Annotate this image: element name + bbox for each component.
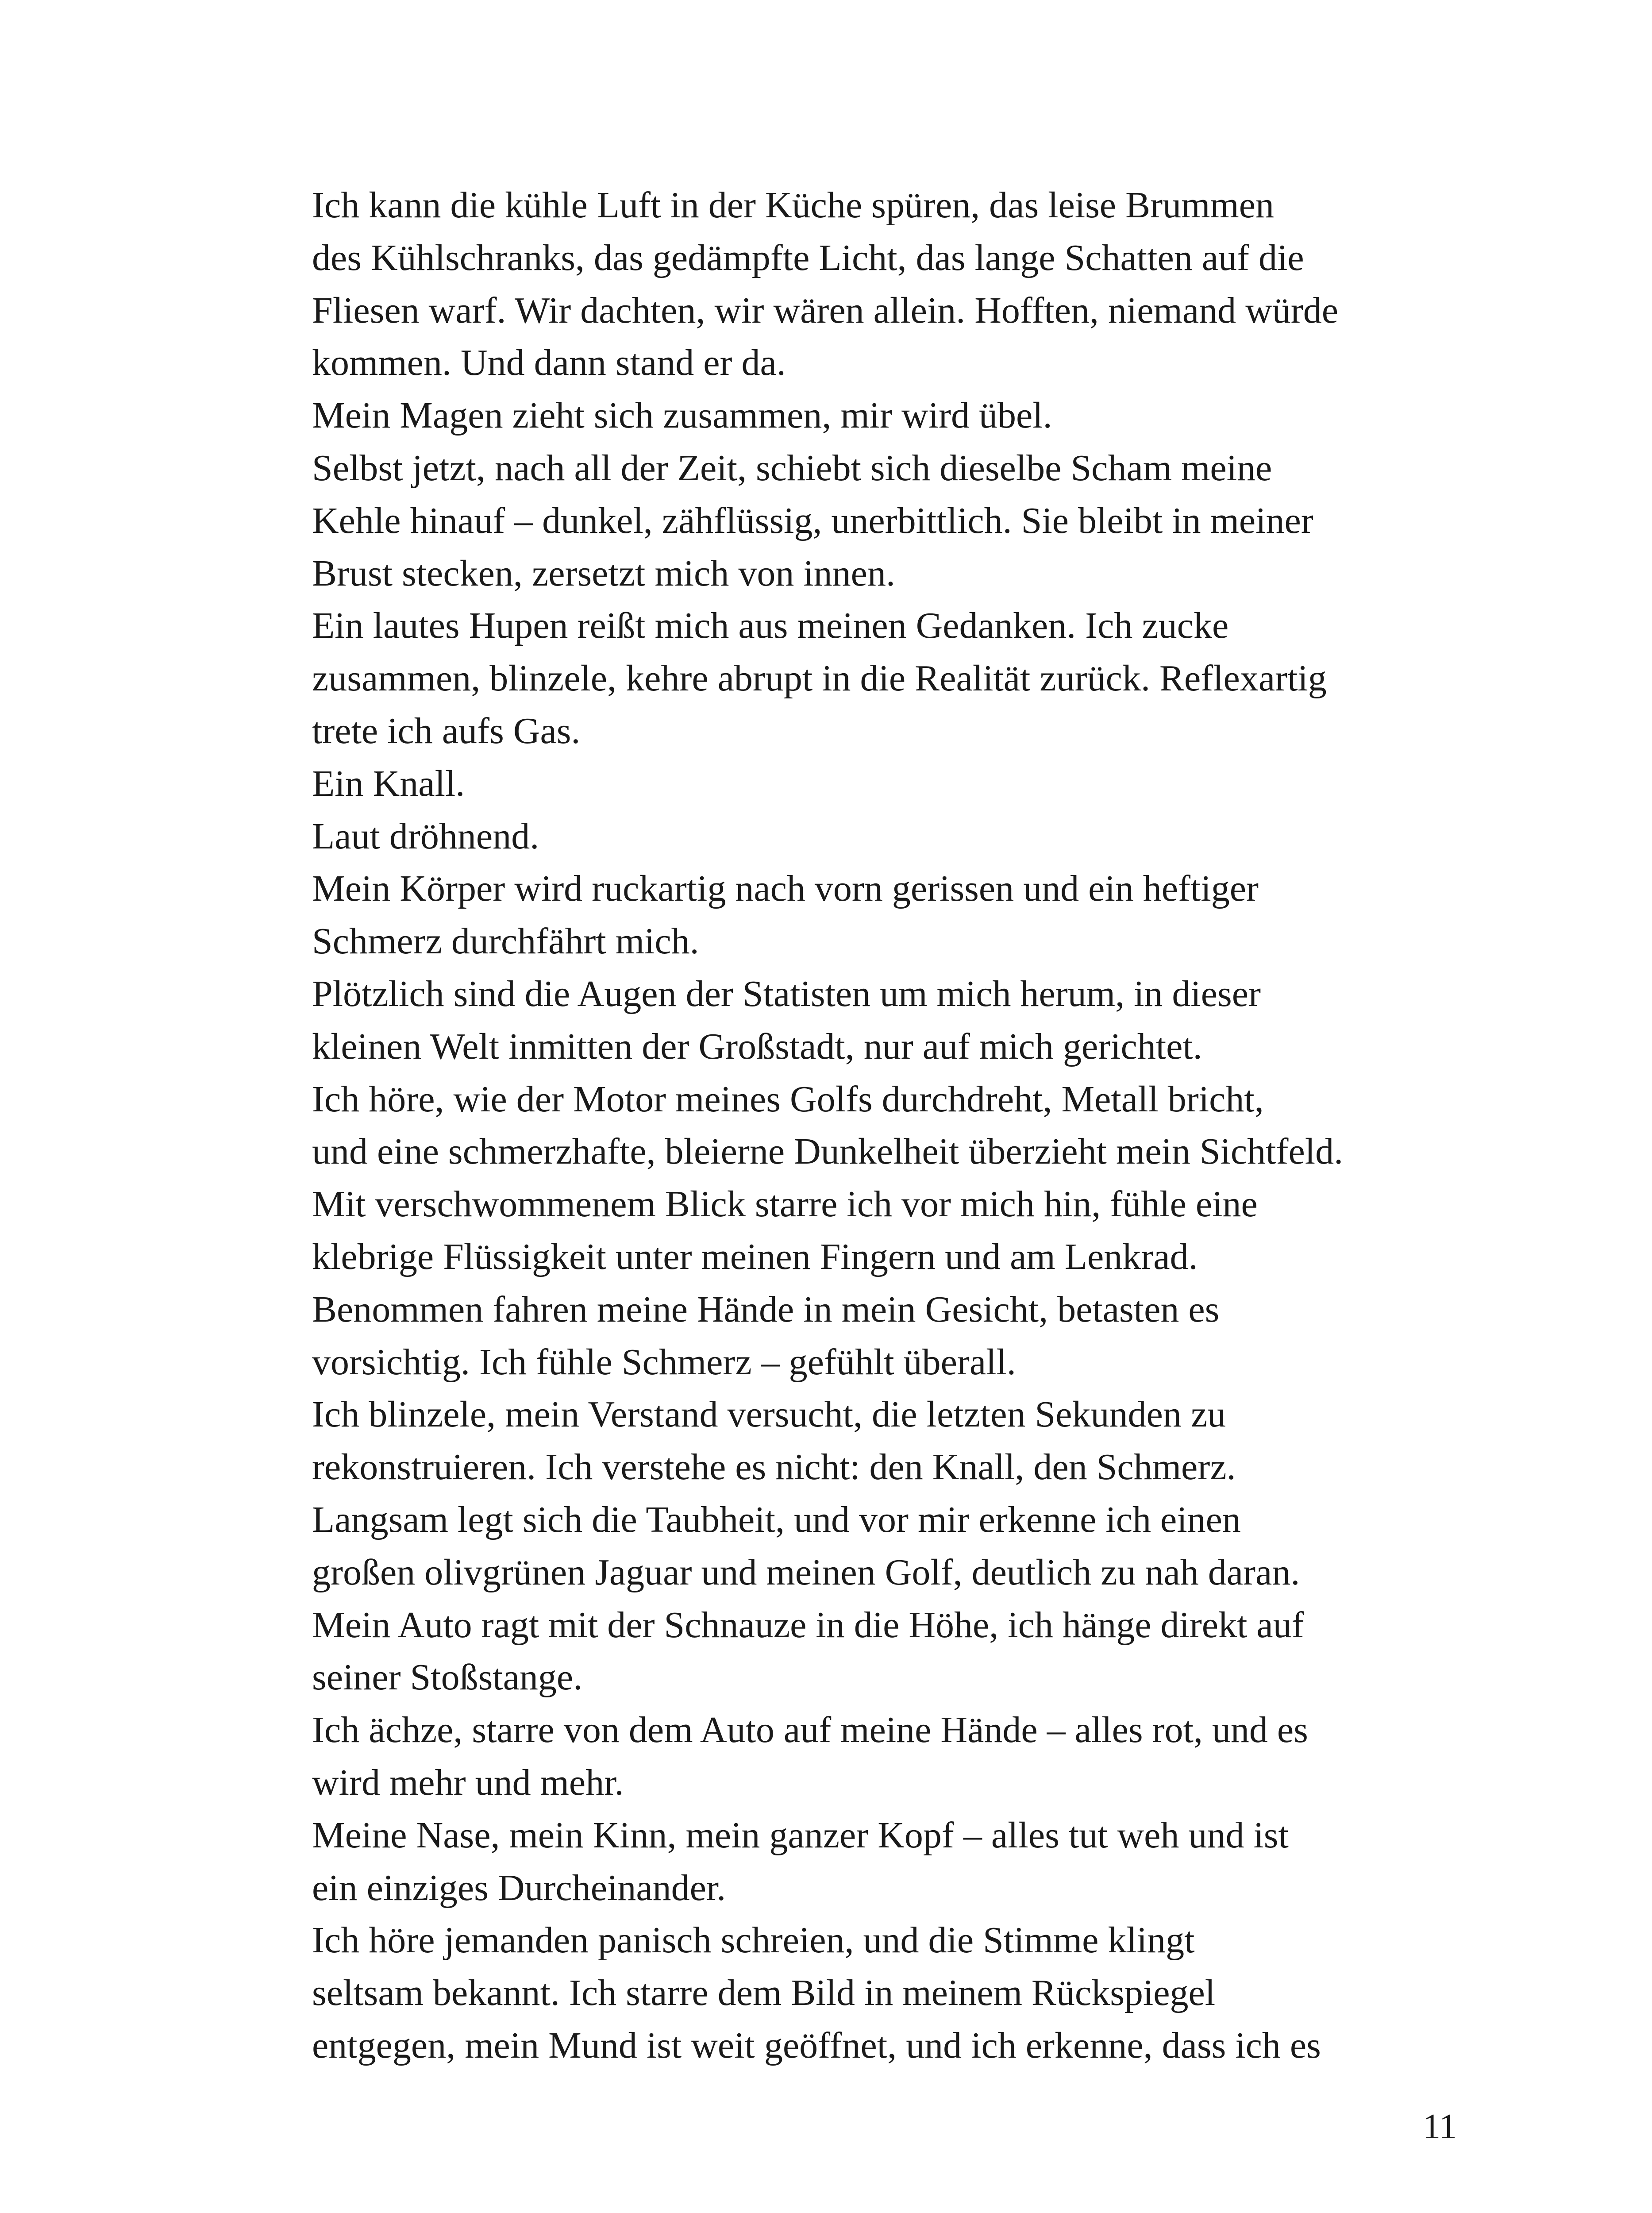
paragraph	[260, 442, 1477, 600]
text-line: Mein Körper wird ruckartig nach vorn gerissen und ein heftiger	[312, 868, 1259, 910]
text-line: zusammen, blinzele, kehre abrupt in die Realität zurück. Reflexartig	[312, 658, 1327, 699]
paragraph	[260, 968, 1477, 1073]
text-line: Fliesen warf. Wir dachten, wir wären allein. Hofften, niemand würde	[312, 289, 1339, 331]
text-line: und eine schmerzhafte, bleierne Dunkelheit überzieht mein Sichtfeld.	[312, 1131, 1344, 1172]
text-line: Ich blinzele, mein Verstand versucht, die letzten Sekunden zu	[312, 1394, 1226, 1435]
text-line: vorsichtig. Ich fühle Schmerz – gefühlt überall.	[312, 1341, 1016, 1383]
text-line: kommen. Und dann stand er da.	[312, 342, 786, 384]
text-line: kleinen Welt inmitten der Großstadt, nur auf mich gerichtet.	[312, 1026, 1202, 1067]
text-line: Schmerz durchfährt mich.	[312, 921, 699, 962]
text-line: Brust stecken, zersetzt mich von innen.	[312, 552, 895, 594]
text-line: Ich höre, wie der Motor meines Golfs durchdreht, Metall bricht,	[312, 1078, 1264, 1120]
paragraph	[260, 1388, 1477, 1494]
paragraph	[260, 389, 1477, 442]
paragraph	[260, 179, 1477, 389]
paragraph	[260, 810, 1477, 863]
text-line: Laut dröhnend.	[312, 815, 539, 857]
text-line: Mein Auto ragt mit der Schnauze in die Höhe, ich hänge direkt auf	[312, 1604, 1304, 1646]
text-line: Ich kann die kühle Luft in der Küche spüren, das leise Brummen	[312, 185, 1275, 226]
text-line: Plötzlich sind die Augen der Statisten um mich herum, in dieser	[312, 973, 1261, 1014]
paragraph	[260, 1809, 1477, 1915]
page-number: 11	[1423, 2107, 1457, 2146]
text-line: Ein lautes Hupen reißt mich aus meinen Gedanken. Ich zucke	[312, 605, 1229, 647]
paragraph	[260, 863, 1477, 968]
body-text	[260, 179, 1477, 2072]
paragraph	[260, 1704, 1477, 1809]
paragraph	[260, 1599, 1477, 1704]
text-line: Benommen fahren meine Hände in mein Gesicht, betasten es	[312, 1288, 1220, 1330]
text-line: großen olivgrünen Jaguar und meinen Golf, deutlich zu nah daran.	[312, 1551, 1300, 1593]
text-line: ein einziges Durcheinander.	[312, 1867, 726, 1908]
text-line: Ich ächze, starre von dem Auto auf meine Hände – alles rot, und es	[312, 1709, 1308, 1751]
text-line: seltsam bekannt. Ich starre dem Bild in meinem Rückspiegel	[312, 1972, 1216, 2014]
paragraph	[260, 600, 1477, 757]
text-line: Kehle hinauf – dunkel, zähflüssig, unerbittlich. Sie bleibt in meiner	[312, 500, 1313, 541]
paragraph	[260, 1914, 1477, 2072]
paragraph	[260, 1494, 1477, 1599]
paragraph	[260, 1073, 1477, 1179]
text-line: des Kühlschranks, das gedämpfte Licht, das lange Schatten auf die	[312, 237, 1304, 278]
text-line: entgegen, mein Mund ist weit geöffnet, und ich erkenne, dass ich es	[312, 2024, 1321, 2066]
text-line: Langsam legt sich die Taubheit, und vor mir erkenne ich einen	[312, 1499, 1241, 1540]
text-line: Ich höre jemanden panisch schreien, und die Stimme klingt	[312, 1920, 1195, 1961]
text-line: Ein Knall.	[312, 763, 465, 804]
paragraph	[260, 758, 1477, 810]
text-line: wird mehr und mehr.	[312, 1762, 624, 1803]
text-line: Mit verschwommenem Blick starre ich vor mich hin, fühle eine	[312, 1184, 1258, 1225]
text-line: Selbst jetzt, nach all der Zeit, schiebt sich dieselbe Scham meine	[312, 447, 1272, 489]
text-line: klebrige Flüssigkeit unter meinen Fingern und am Lenkrad.	[312, 1236, 1198, 1277]
text-line: trete ich aufs Gas.	[312, 710, 581, 752]
text-line: Meine Nase, mein Kinn, mein ganzer Kopf – alles tut weh und ist	[312, 1814, 1289, 1856]
text-line: Mein Magen zieht sich zusammen, mir wird übel.	[312, 395, 1052, 436]
paragraph	[260, 1178, 1477, 1388]
text-line: seiner Stoßstange.	[312, 1657, 583, 1698]
text-line: rekonstruieren. Ich verstehe es nicht: den Knall, den Schmerz.	[312, 1446, 1236, 1488]
